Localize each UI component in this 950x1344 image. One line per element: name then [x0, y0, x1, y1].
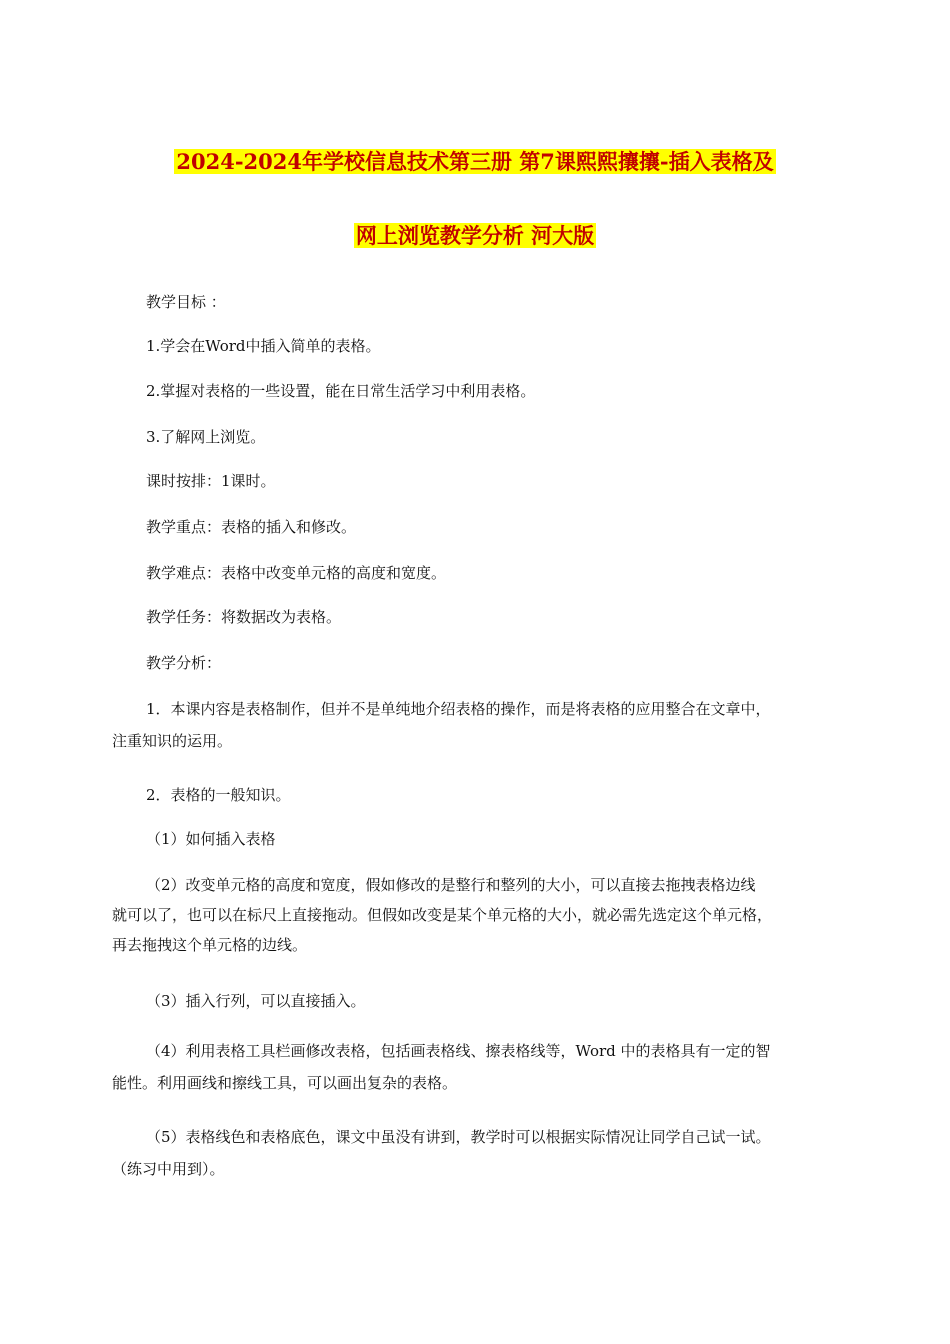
analysis-heading: 教学分析：	[146, 654, 222, 672]
difficulty: 教学难点：表格中改变单元格的高度和宽度。	[146, 564, 447, 582]
item-1: （1）如何插入表格	[146, 830, 276, 848]
title-line-2-text: 网上浏览教学分析 河大版	[355, 223, 595, 248]
analysis-2: 2．表格的一般知识。	[146, 786, 291, 804]
objective-2: 2.掌握对表格的一些设置，能在日常生活学习中利用表格。	[146, 382, 536, 400]
item-4-line-2: 能性。利用画线和擦线工具，可以画出复杂的表格。	[112, 1074, 458, 1092]
item-4	[112, 1038, 847, 1097]
analysis-1	[112, 696, 847, 755]
task: 教学任务：将数据改为表格。	[146, 608, 342, 626]
item-2-line-2: 就可以了，也可以在标尺上直接拖动。但假如改变是某个单元格的大小，就必需先选定这个单元格，	[112, 906, 773, 924]
analysis-1-line-1: 1．本课内容是表格制作，但并不是单纯地介绍表格的操作，而是将表格的应用整合在文章中，	[146, 700, 771, 718]
item-3: （3）插入行列，可以直接插入。	[146, 992, 366, 1010]
analysis-1-line-2: 注重知识的运用。	[112, 732, 233, 750]
schedule: 课时按排：1课时。	[146, 472, 276, 490]
item-5-line-1: （5）表格线色和表格底色，课文中虽没有讲到，教学时可以根据实际情况让同学自己试一试。	[146, 1128, 771, 1146]
objective-heading: 教学目标 ：	[146, 293, 226, 311]
key-point: 教学重点：表格的插入和修改。	[146, 518, 357, 536]
item-4-line-1: （4）利用表格工具栏画修改表格，包括画表格线、擦表格线等，Word 中的表格具有一定的智	[146, 1042, 771, 1060]
item-5-line-2: （练习中用到）。	[112, 1160, 225, 1178]
title-line-1-text: 2024-2024年学校信息技术第三册 第7课熙熙攘攘-插入表格及	[176, 149, 774, 174]
item-2	[112, 872, 847, 959]
objective-3: 3.了解网上浏览。	[146, 428, 266, 446]
title-line-1	[0, 148, 950, 176]
item-2-line-1: （2）改变单元格的高度和宽度，假如修改的是整行和整列的大小，可以直接去拖拽表格边线	[146, 876, 756, 894]
item-5	[112, 1124, 847, 1183]
objective-1: 1.学会在Word中插入简单的表格。	[146, 337, 381, 355]
item-2-line-3: 再去拖拽这个单元格的边线。	[112, 936, 308, 954]
title-line-2	[0, 222, 950, 250]
